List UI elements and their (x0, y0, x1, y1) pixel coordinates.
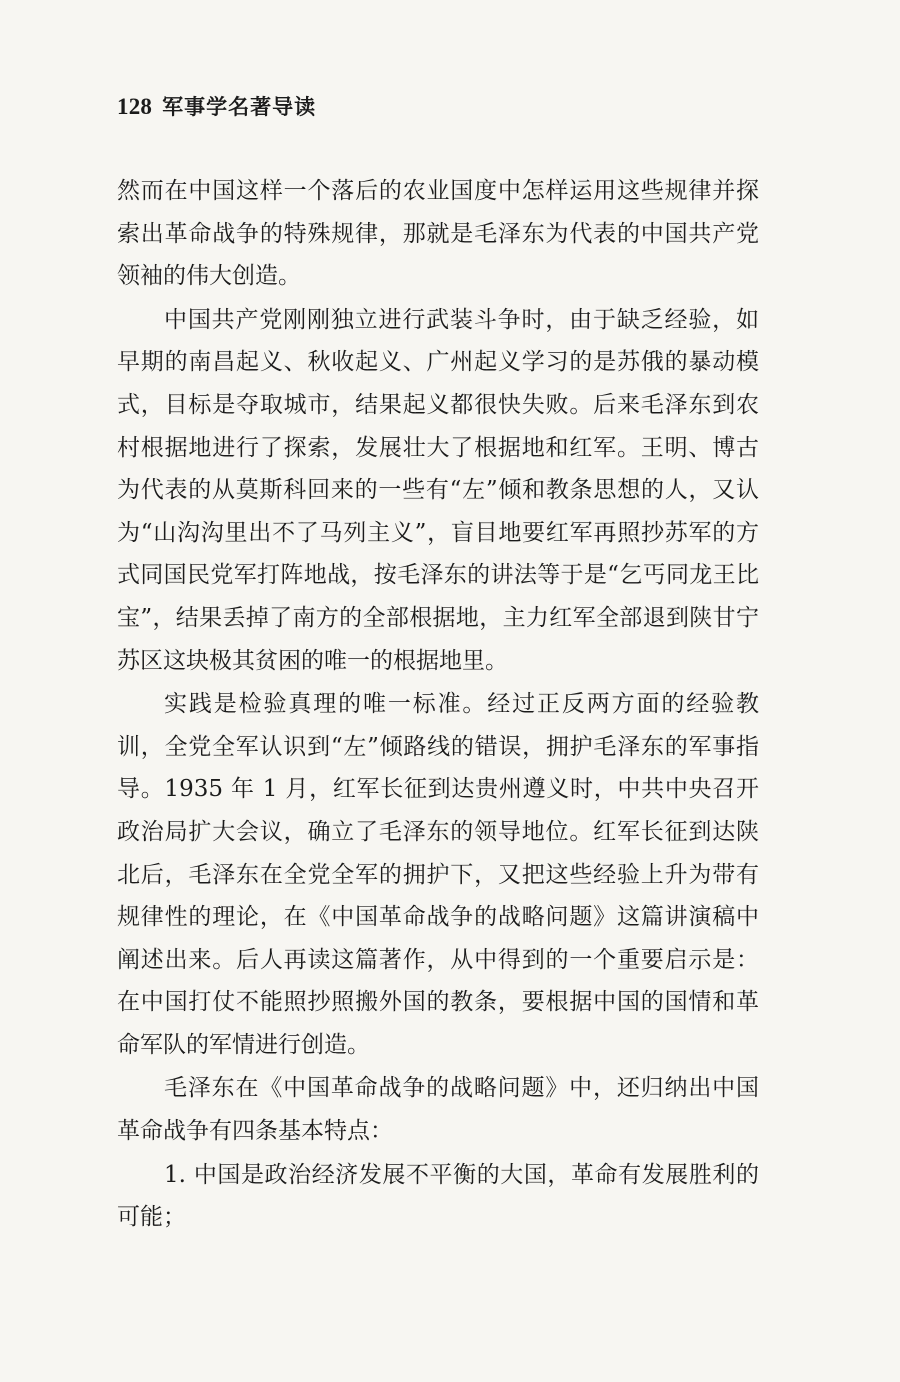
list-item: 1. 中国是政治经济发展不平衡的大国，革命有发展胜利的可能； (117, 1161, 759, 1231)
running-header (117, 91, 316, 123)
paragraph: 实践是检验真理的唯一标准。经过正反两方面的经验教训，全党全军认识到“左”倾路线的错误，拥护毛泽东的军事指导。1935 年 1 月，红军长征到达贵州遵义时，中共中央召开政治局扩大会议，确立了毛泽东的领导地位。红军长征到达陕北后，毛泽东在全党全军的拥护下，又把这些经验上升为带有规律性的理论，在《中国革命战争的战略问题》这篇讲演稿中阐述出来。后人再读这篇著作，从中得到的一个重要启示是：在中国打仗不能照抄照搬外国的教条，要根据中国的国情和革命军队的军情进行创造。 (117, 691, 759, 1058)
paragraph: 中国共产党刚刚独立进行武装斗争时，由于缺乏经验，如早期的南昌起义、秋收起义、广州起义学习的是苏俄的暴动模式，目标是夺取城市，结果起义都很快失败。后来毛泽东到农村根据地进行了探索，发展壮大了根据地和红军。王明、博古为代表的从莫斯科回来的一些有“左”倾和教条思想的人，又认为“山沟沟里出不了马列主义”，盲目地要红军再照抄苏军的方式同国民党军打阵地战，按毛泽东的讲法等于是“乞丐同龙王比宝”，结果丢掉了南方的全部根据地，主力红军全部退到陕甘宁苏区这块极其贫困的唯一的根据地里。 (117, 306, 759, 674)
paragraph: 毛泽东在《中国革命战争的战略问题》中，还归纳出中国革命战争有四条基本特点： (117, 1075, 759, 1145)
paragraph: 然而在中国这样一个落后的农业国度中怎样运用这些规律并探索出革命战争的特殊规律，那就是毛泽东为代表的中国共产党领袖的伟大创造。 (117, 178, 759, 290)
body-text (117, 170, 759, 1240)
page-number: 128 (117, 94, 153, 119)
book-title: 军事学名著导读 (162, 95, 317, 119)
